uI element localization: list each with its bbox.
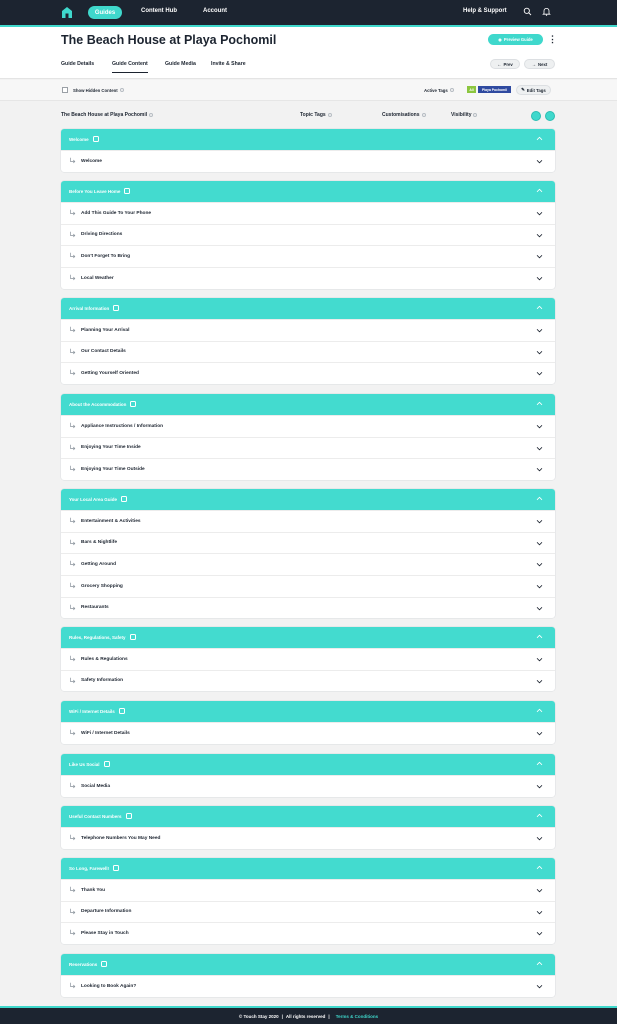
list-item-label: Add This Guide To Your Phone bbox=[81, 210, 152, 216]
chevron-down-icon[interactable] bbox=[536, 466, 543, 473]
chevron-down-icon[interactable] bbox=[536, 540, 543, 547]
chevron-down-icon[interactable] bbox=[536, 983, 543, 990]
list-item-label: Appliance Instructions / Information bbox=[81, 423, 164, 429]
section-title: Useful Contact Numbers bbox=[69, 814, 132, 819]
list-item[interactable] bbox=[61, 150, 555, 172]
list-item-label: Telephone Numbers You May Need bbox=[81, 835, 161, 841]
section-title: About the Accommodation bbox=[69, 402, 136, 407]
info-icon bbox=[120, 88, 124, 92]
list-item[interactable] bbox=[61, 458, 555, 480]
section-title: Reservations bbox=[69, 962, 107, 967]
eye-icon: ◉ bbox=[498, 37, 502, 42]
list-item[interactable] bbox=[61, 532, 555, 554]
info-icon bbox=[473, 113, 477, 117]
subdirectory-arrow-icon bbox=[69, 369, 76, 376]
chevron-down-icon[interactable] bbox=[536, 370, 543, 377]
chevron-down-icon[interactable] bbox=[536, 605, 543, 612]
section-category-icon bbox=[124, 188, 130, 194]
section-category-icon bbox=[126, 813, 132, 819]
subdirectory-arrow-icon bbox=[69, 677, 76, 684]
prev-button[interactable] bbox=[490, 59, 520, 69]
chevron-down-icon[interactable] bbox=[536, 349, 543, 356]
tag-playa-pochomil[interactable]: Playa Pochomil bbox=[478, 86, 511, 93]
subdirectory-arrow-icon bbox=[69, 908, 76, 915]
section-header[interactable] bbox=[61, 298, 555, 319]
prev-label: Prev bbox=[503, 61, 513, 67]
chevron-down-icon[interactable] bbox=[536, 835, 543, 842]
next-button[interactable] bbox=[524, 59, 555, 69]
column-topic-tags: Topic Tags bbox=[300, 112, 332, 118]
page-title: The Beach House at Playa Pochomil bbox=[61, 33, 277, 47]
list-item[interactable] bbox=[61, 415, 555, 437]
subdirectory-arrow-icon bbox=[69, 326, 76, 333]
list-item[interactable] bbox=[61, 922, 555, 944]
chevron-up-icon[interactable] bbox=[536, 960, 543, 967]
list-item[interactable] bbox=[61, 267, 555, 289]
list-item[interactable] bbox=[61, 975, 555, 997]
list-item[interactable] bbox=[61, 575, 555, 597]
section-title: Rules, Regulations, Safety bbox=[69, 635, 136, 640]
preview-guide-label: Preview Guide bbox=[503, 37, 533, 42]
list-item-label: Local Weather bbox=[81, 275, 114, 281]
chevron-down-icon[interactable] bbox=[536, 210, 543, 217]
subdirectory-arrow-icon bbox=[69, 465, 76, 472]
section-title: WiFi / Internet Details bbox=[69, 709, 125, 714]
section-header[interactable] bbox=[61, 858, 555, 879]
section-category-icon bbox=[113, 865, 119, 871]
list-item[interactable] bbox=[61, 670, 555, 692]
expand-all-button[interactable] bbox=[545, 111, 555, 121]
footer-separator: | bbox=[281, 1013, 283, 1019]
list-item-label: Welcome bbox=[81, 158, 102, 164]
list-item[interactable] bbox=[61, 827, 555, 849]
list-item-label: Grocery Shopping bbox=[81, 583, 123, 589]
section-category-icon bbox=[130, 634, 136, 640]
list-item[interactable] bbox=[61, 775, 555, 797]
subdirectory-arrow-icon bbox=[69, 157, 76, 164]
column-guide-name: The Beach House at Playa Pochomil bbox=[61, 112, 153, 118]
list-item[interactable] bbox=[61, 722, 555, 744]
list-item-label: Driving Directions bbox=[81, 232, 123, 238]
list-item[interactable] bbox=[61, 224, 555, 246]
section-title: Welcome bbox=[69, 137, 99, 142]
list-item-label: Please Stay in Touch bbox=[81, 930, 129, 936]
column-visibility: Visibility bbox=[451, 112, 477, 118]
list-item[interactable] bbox=[61, 648, 555, 670]
chevron-up-icon[interactable] bbox=[536, 633, 543, 640]
nav-guides[interactable]: Guides bbox=[88, 6, 122, 19]
subdirectory-arrow-icon bbox=[69, 886, 76, 893]
edit-tags-label: Edit Tags bbox=[526, 87, 546, 93]
info-icon bbox=[149, 113, 153, 117]
chevron-up-icon[interactable] bbox=[536, 864, 543, 871]
tag-count-badge[interactable]: All bbox=[467, 86, 476, 93]
section-category-icon bbox=[130, 401, 136, 407]
guide-header bbox=[0, 27, 617, 79]
subdirectory-arrow-icon bbox=[69, 729, 76, 736]
list-item-label: Enjoying Your Time Outside bbox=[81, 466, 145, 472]
section-title: Arrival Information bbox=[69, 306, 119, 311]
chevron-down-icon[interactable] bbox=[536, 887, 543, 894]
chevron-up-icon[interactable] bbox=[536, 760, 543, 767]
chevron-down-icon[interactable] bbox=[536, 423, 543, 430]
footer-copyright: © Touch Stay 2020 bbox=[238, 1013, 279, 1019]
list-item-label: Don't Forget To Bring bbox=[81, 253, 131, 259]
top-navbar bbox=[0, 0, 617, 25]
subdirectory-arrow-icon bbox=[69, 209, 76, 216]
subdirectory-arrow-icon bbox=[69, 582, 76, 589]
footer-rights: All rights reserved bbox=[285, 1013, 326, 1019]
section-header[interactable] bbox=[61, 489, 555, 510]
chevron-down-icon[interactable] bbox=[536, 232, 543, 239]
tab-guide-media[interactable]: Guide Media bbox=[165, 61, 196, 67]
chevron-up-icon[interactable] bbox=[536, 135, 543, 142]
list-item[interactable] bbox=[61, 510, 555, 532]
list-item[interactable] bbox=[61, 362, 555, 384]
chevron-up-icon[interactable] bbox=[536, 304, 543, 311]
chevron-up-icon[interactable] bbox=[536, 812, 543, 819]
section-card bbox=[61, 129, 555, 172]
section-header[interactable] bbox=[61, 129, 555, 150]
footer-separator: | bbox=[328, 1013, 330, 1019]
section-card bbox=[61, 298, 555, 384]
list-item-label: Social Media bbox=[81, 783, 111, 789]
section-card bbox=[61, 181, 555, 289]
subdirectory-arrow-icon bbox=[69, 252, 76, 259]
tab-guide-content[interactable]: Guide Content bbox=[112, 61, 148, 73]
list-item[interactable] bbox=[61, 553, 555, 575]
subdirectory-arrow-icon bbox=[69, 231, 76, 238]
section-category-icon bbox=[121, 496, 127, 502]
section-card bbox=[61, 394, 555, 480]
subdirectory-arrow-icon bbox=[69, 834, 76, 841]
content-toolbar bbox=[0, 80, 617, 101]
section-header[interactable] bbox=[61, 627, 555, 648]
list-item-label: Planning Your Arrival bbox=[81, 327, 130, 333]
list-item-label: Safety Information bbox=[81, 678, 124, 684]
subdirectory-arrow-icon bbox=[69, 274, 76, 281]
chevron-down-icon[interactable] bbox=[536, 583, 543, 590]
section-header[interactable] bbox=[61, 181, 555, 202]
nav-account[interactable]: Account bbox=[203, 8, 227, 14]
list-item[interactable] bbox=[61, 202, 555, 224]
subdirectory-arrow-icon bbox=[69, 422, 76, 429]
next-label: Next bbox=[537, 61, 548, 67]
pencil-icon: ✎ bbox=[521, 87, 525, 92]
section-category-icon bbox=[119, 708, 125, 714]
bell-icon[interactable] bbox=[542, 7, 551, 16]
tab-guide-details[interactable]: Guide Details bbox=[61, 61, 95, 67]
show-hidden-label: Show Hidden Content bbox=[73, 88, 124, 93]
section-title: So Long, Farewell! bbox=[69, 866, 119, 871]
chevron-up-icon[interactable] bbox=[536, 400, 543, 407]
list-item-label: Thank You bbox=[81, 887, 106, 893]
section-title: Like Us Social bbox=[69, 762, 110, 767]
list-item[interactable] bbox=[61, 341, 555, 363]
terms-link[interactable]: Terms & Conditions bbox=[335, 1013, 379, 1019]
list-item-label: Getting Yourself Oriented bbox=[81, 370, 139, 376]
arrow-right-icon: → bbox=[531, 61, 536, 67]
chevron-down-icon[interactable] bbox=[536, 158, 543, 165]
section-card bbox=[61, 489, 555, 618]
list-item[interactable] bbox=[61, 319, 555, 341]
section-category-icon bbox=[113, 305, 119, 311]
section-card bbox=[61, 754, 555, 797]
info-icon bbox=[328, 113, 332, 117]
chevron-down-icon[interactable] bbox=[536, 445, 543, 452]
section-header[interactable] bbox=[61, 701, 555, 722]
edit-tags-button[interactable] bbox=[516, 85, 551, 95]
list-item-label: Restaurants bbox=[81, 605, 109, 611]
tab-invite-share[interactable]: Invite & Share bbox=[211, 61, 246, 67]
list-item-label: Our Contact Details bbox=[81, 349, 126, 355]
show-hidden-checkbox[interactable] bbox=[62, 87, 68, 93]
subdirectory-arrow-icon bbox=[69, 517, 76, 524]
section-title: Before You Leave Home bbox=[69, 189, 130, 194]
section-header[interactable] bbox=[61, 754, 555, 775]
subdirectory-arrow-icon bbox=[69, 560, 76, 567]
list-item-label: Enjoying Your Time Inside bbox=[81, 445, 141, 451]
section-header[interactable] bbox=[61, 954, 555, 975]
section-header[interactable] bbox=[61, 806, 555, 827]
section-card bbox=[61, 627, 555, 691]
chevron-down-icon[interactable] bbox=[536, 783, 543, 790]
list-item[interactable] bbox=[61, 879, 555, 901]
chevron-up-icon[interactable] bbox=[536, 187, 543, 194]
section-category-icon bbox=[104, 761, 110, 767]
subdirectory-arrow-icon bbox=[69, 782, 76, 789]
info-icon bbox=[422, 113, 426, 117]
section-category-icon bbox=[101, 961, 107, 967]
chevron-down-icon[interactable] bbox=[536, 656, 543, 663]
section-category-icon bbox=[93, 136, 99, 142]
chevron-down-icon[interactable] bbox=[536, 327, 543, 334]
subdirectory-arrow-icon bbox=[69, 348, 76, 355]
section-card bbox=[61, 806, 555, 849]
chevron-down-icon[interactable] bbox=[536, 930, 543, 937]
chevron-down-icon[interactable] bbox=[536, 678, 543, 685]
list-item-label: Rules & Regulations bbox=[81, 656, 128, 662]
active-tags-label: Active Tags bbox=[424, 88, 454, 93]
list-item[interactable] bbox=[61, 901, 555, 923]
list-item[interactable] bbox=[61, 437, 555, 459]
chevron-up-icon[interactable] bbox=[536, 707, 543, 714]
collapse-all-button[interactable] bbox=[531, 111, 541, 121]
subdirectory-arrow-icon bbox=[69, 539, 76, 546]
chevron-down-icon[interactable] bbox=[536, 909, 543, 916]
list-item[interactable] bbox=[61, 245, 555, 267]
list-item-label: Bars & Nightlife bbox=[81, 540, 117, 546]
list-item-label: Entertainment & Activities bbox=[81, 518, 141, 524]
list-item-label: Getting Around bbox=[81, 561, 116, 567]
chevron-down-icon[interactable] bbox=[536, 253, 543, 260]
chevron-down-icon[interactable] bbox=[536, 730, 543, 737]
list-item-label: WiFi / Internet Details bbox=[81, 730, 130, 736]
subdirectory-arrow-icon bbox=[69, 655, 76, 662]
section-header[interactable] bbox=[61, 394, 555, 415]
column-customisations: Customisations bbox=[382, 112, 426, 118]
list-item[interactable] bbox=[61, 597, 555, 619]
list-item-label: Departure Information bbox=[81, 909, 132, 915]
subdirectory-arrow-icon bbox=[69, 929, 76, 936]
more-options-icon[interactable]: ⋮ bbox=[548, 34, 557, 44]
nav-help-support[interactable]: Help & Support bbox=[463, 8, 507, 14]
info-icon bbox=[450, 88, 454, 92]
subdirectory-arrow-icon bbox=[69, 444, 76, 451]
section-title: Your Local Area Guide bbox=[69, 497, 127, 502]
nav-content-hub[interactable]: Content Hub bbox=[141, 8, 177, 14]
chevron-down-icon[interactable] bbox=[536, 518, 543, 525]
footer bbox=[0, 1006, 617, 1024]
section-card bbox=[61, 858, 555, 944]
list-item-label: Looking to Book Again? bbox=[81, 983, 137, 989]
search-icon[interactable] bbox=[523, 7, 532, 16]
house-logo-icon[interactable] bbox=[61, 6, 73, 19]
subdirectory-arrow-icon bbox=[69, 982, 76, 989]
subdirectory-arrow-icon bbox=[69, 604, 76, 611]
chevron-down-icon[interactable] bbox=[536, 275, 543, 282]
chevron-up-icon[interactable] bbox=[536, 495, 543, 502]
preview-guide-button[interactable] bbox=[488, 34, 543, 45]
chevron-down-icon[interactable] bbox=[536, 561, 543, 568]
section-card bbox=[61, 954, 555, 997]
section-card bbox=[61, 701, 555, 744]
arrow-left-icon: ← bbox=[497, 61, 502, 67]
